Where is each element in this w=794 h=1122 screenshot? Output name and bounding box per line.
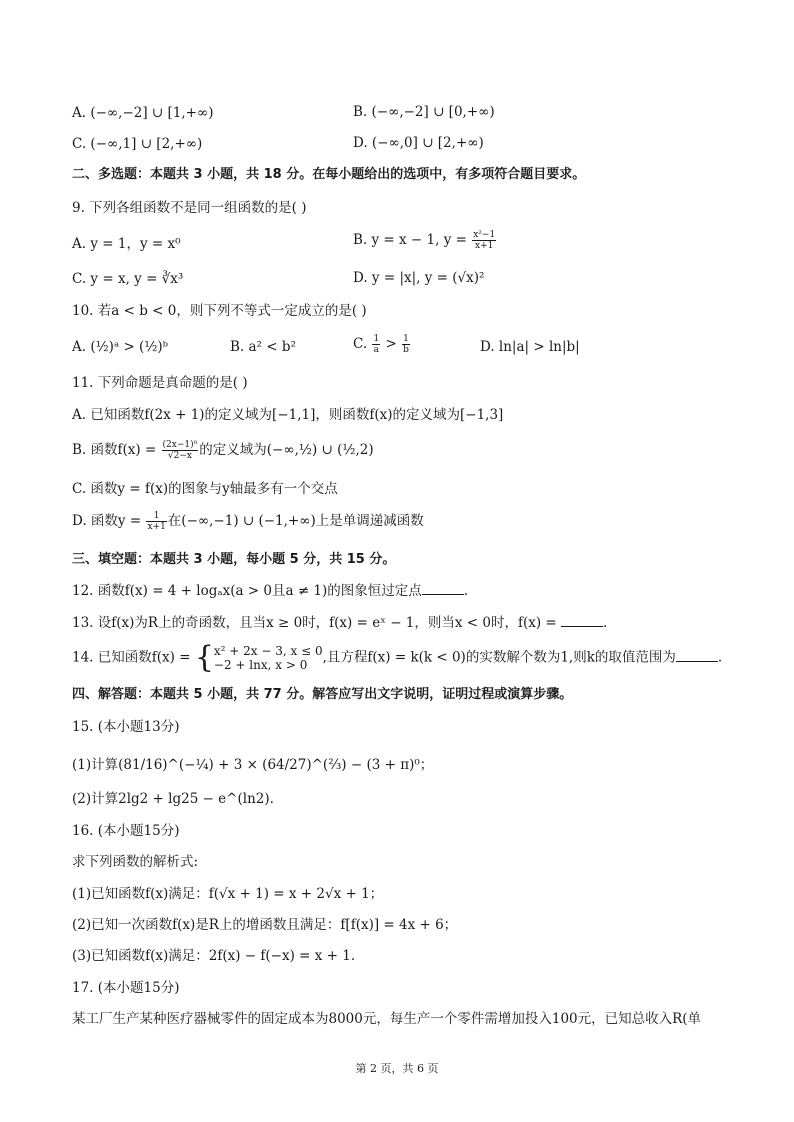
q10-option-c: C. $\frac{1}{a}$ > $\frac{1}{b}$ — [353, 334, 409, 355]
q14-suffix: ,且方程f(x) = k(k < 0)的实数解个数为1,则k的取值范围为 — [322, 649, 676, 666]
q12 — [72, 582, 468, 600]
section4-heading: 四、解答题：本题共 5 小题，共 77 分。解答应写出文字说明，证明过程或演算步骤。 — [72, 687, 573, 702]
fraction-numerator: x²−1 — [473, 230, 496, 240]
q16-part2: (2)已知一次函数f(x)是R上的增函数且满足：f[f(x)] = 4x + 6； — [72, 917, 458, 933]
fraction-denominator: b — [403, 345, 409, 355]
q11-option-b — [72, 440, 374, 461]
q11-option-b-suffix: 的定义域为(−∞,½) ∪ (½,2) — [199, 442, 374, 458]
q11-option-d-suffix: 在(−∞,−1) ∪ (−1,+∞)上是单调递减函数 — [167, 513, 424, 529]
q13 — [72, 614, 607, 632]
piecewise-case-1: x² + 2x − 3, x ≤ 0 — [213, 644, 323, 658]
q14 — [72, 640, 723, 675]
fraction-denominator: √2−x — [167, 451, 192, 461]
fraction-one-over-a — [372, 334, 380, 355]
q8-option-d: D. (−∞,0] ∪ [2,+∞) — [353, 135, 484, 151]
fraction-numerator: (2x−1)⁰ — [162, 440, 198, 450]
q10-option-d: D. ln|a| > ln|b| — [480, 339, 580, 355]
q17-text: 某工厂生产某种医疗器械零件的固定成本为8000元，每生产一个零件需增加投入100元，已知总收入R(单 — [72, 1011, 702, 1027]
q12-text: 12. 函数f(x) = 4 + logₐx(a > 0且a ≠ 1)的图象恒过定点 — [72, 583, 422, 599]
answer-blank[interactable] — [561, 614, 603, 627]
q16-part3: (3)已知函数f(x)满足：2f(x) − f(−x) = x + 1. — [72, 948, 356, 964]
section3-heading: 三、填空题：本题共 3 小题，每小题 5 分，共 15 分。 — [72, 552, 396, 567]
q13-text: 13. 设f(x)为R上的奇函数，且当x ≥ 0时，f(x) = eˣ − 1，则当x < 0时，f(x) = — [72, 615, 562, 631]
fraction-denominator: a — [373, 345, 379, 355]
fraction-one-over-b — [402, 334, 410, 355]
q9-option-b-fraction — [472, 230, 496, 251]
q10-option-b: B. a² < b² — [230, 339, 296, 355]
q8-option-a: A. (−∞,−2] ∪ [1,+∞) — [72, 105, 214, 121]
fraction-numerator: 1 — [146, 511, 166, 522]
q11-option-b-text: B. 函数f(x) = — [72, 442, 161, 458]
q11-stem: 11. 下列命题是真命题的是( ) — [72, 375, 248, 391]
left-brace: { — [194, 640, 214, 675]
q14-prefix: 14. 已知函数f(x) = — [72, 649, 195, 666]
fraction-denominator: x+1 — [147, 522, 166, 532]
q14-end: . — [717, 649, 723, 666]
fraction-numerator: 1 — [403, 334, 409, 344]
fraction-numerator: 1 — [373, 334, 380, 344]
q9-stem: 9. 下列各组函数不是同一组函数的是( ) — [72, 200, 307, 216]
answer-blank[interactable] — [422, 582, 464, 595]
piecewise-cases — [214, 644, 323, 672]
q17-title: 17. (本小题15分) — [72, 980, 180, 996]
q9-option-b — [353, 230, 497, 251]
q10-option-c-label: C. — [353, 336, 372, 352]
q11-option-d-fraction — [146, 511, 166, 532]
q15-part2: (2)计算2lg2 + lg25 − e^(ln2). — [72, 791, 274, 807]
piecewise-case-2: −2 + lnx, x > 0 — [213, 658, 308, 672]
q11-option-a: A. 已知函数f(2x + 1)的定义域为[−1,1]，则函数f(x)的定义域为[−1,3] — [72, 407, 504, 423]
q8-option-c: C. (−∞,1] ∪ [2,+∞) — [72, 136, 203, 152]
q13-end: . — [603, 615, 608, 631]
q9-option-c: C. y = x, y = ∛x³ — [72, 271, 184, 287]
q16-part1: (1)已知函数f(x)满足：f(√x + 1) = x + 2√x + 1； — [72, 886, 384, 902]
fraction-denominator: x+1 — [475, 241, 494, 251]
q11-option-d — [72, 511, 424, 532]
q9-option-b-text: B. y = x − 1, y = — [353, 232, 472, 248]
q8-option-b: B. (−∞,−2] ∪ [0,+∞) — [353, 104, 495, 120]
q10-option-a: A. (½)ᵃ > (½)ᵇ — [72, 339, 169, 355]
q16-intro: 求下列函数的解析式: — [72, 854, 199, 870]
q15-title: 15. (本小题13分) — [72, 719, 180, 735]
q15-part1: (1)计算(81/16)^(−¼) + 3 × (64/27)^(⅔) − (3 + π)⁰； — [72, 757, 434, 773]
q11-option-d-text: D. 函数y = — [72, 513, 146, 529]
q10-stem: 10. 若a < b < 0，则下列不等式一定成立的是( ) — [72, 303, 367, 319]
q16-title: 16. (本小题15分) — [72, 823, 180, 839]
q12-end: . — [463, 583, 469, 599]
answer-blank[interactable] — [676, 649, 718, 662]
q9-option-d: D. y = |x|, y = (√x)² — [353, 270, 485, 286]
section2-heading: 二、多选题：本题共 3 小题，共 18 分。在每小题给出的选项中，有多项符合题目要求。 — [72, 167, 586, 182]
q11-option-b-fraction — [162, 440, 199, 461]
page-footer: 第 2 页，共 6 页 — [355, 1062, 439, 1075]
q9-option-a: A. y = 1，y = x⁰ — [72, 236, 181, 252]
q11-option-c: C. 函数y = f(x)的图象与y轴最多有一个交点 — [72, 481, 338, 497]
